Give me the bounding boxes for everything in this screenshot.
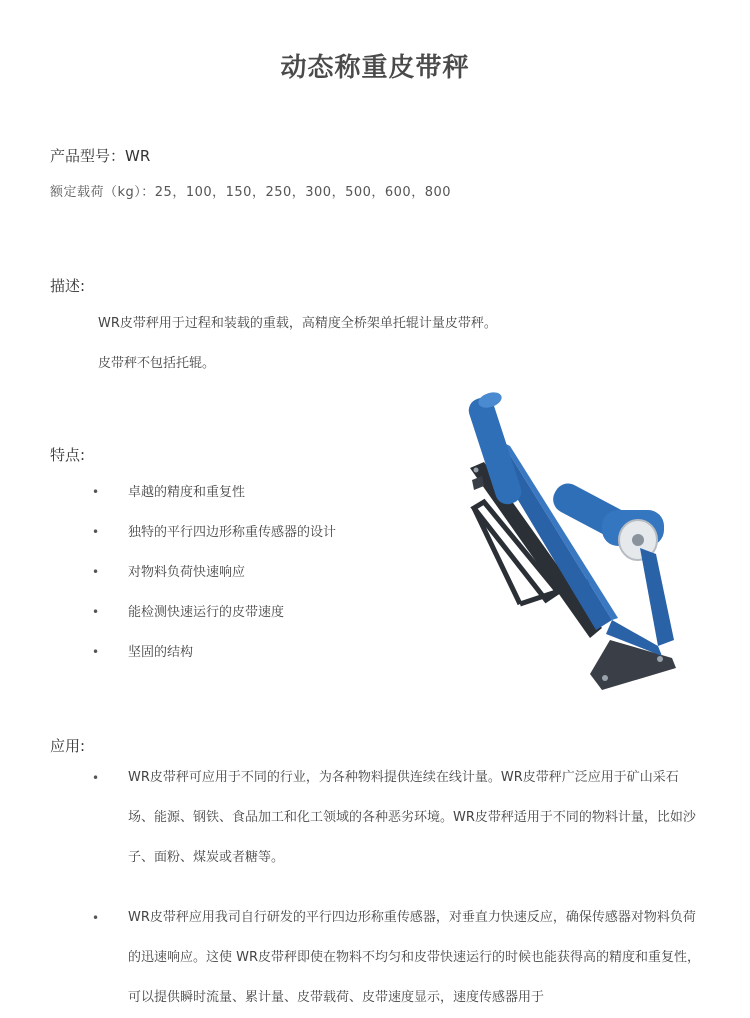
- feature-item: [92, 601, 284, 620]
- feature-item: [92, 481, 245, 500]
- bolt-hole: [474, 468, 479, 473]
- bullet-icon: •: [92, 565, 100, 579]
- bolt-hole: [602, 675, 608, 681]
- page-title: 动态称重皮带秤: [280, 53, 470, 83]
- features-heading: 特点:: [50, 446, 86, 464]
- bolt-hole: [657, 656, 663, 662]
- bullet-icon: •: [92, 485, 100, 499]
- feature-text: 独特的平行四边形称重传感器的设计: [128, 525, 337, 540]
- bullet-icon: •: [92, 605, 100, 619]
- right-support-leg: [640, 548, 674, 646]
- application-item: [92, 758, 712, 878]
- feature-text: 能检测快速运行的皮带速度: [128, 605, 285, 620]
- feature-item: [92, 521, 336, 540]
- rated-load: 额定载荷（kg）：25，100，150，250，300，500，600，800: [50, 185, 452, 200]
- model-number: 产品型号：WR: [50, 147, 151, 165]
- description-paragraph: 皮带秤不包括托辊。: [98, 356, 216, 371]
- description-paragraph: WR皮带秤用于过程和装载的重载，高精度全桥架单托辊计量皮带秤。: [98, 316, 497, 331]
- application-item: [92, 898, 712, 1018]
- inclined-roller: [466, 395, 525, 508]
- bullet-icon: •: [92, 525, 100, 539]
- application-text: WR皮带秤可应用于不同的行业，为各种物料提供连续在线计量。WR皮带秤广泛应用于矿山采石场、能源、钢铁、食品加工和化工领域的各种恶劣环境。WR皮带秤适用于不同的物料计量，比如沙子、面粉、煤炭或者糖等。: [128, 770, 696, 865]
- description-heading: 描述:: [50, 277, 86, 295]
- applications-heading: 应用:: [50, 737, 86, 755]
- frame-bracket: [472, 476, 484, 490]
- base-plate: [590, 640, 676, 690]
- feature-item: [92, 561, 245, 580]
- feature-item: [92, 641, 193, 660]
- bullet-icon: •: [92, 911, 100, 925]
- feature-text: 对物料负荷快速响应: [128, 565, 246, 580]
- bullet-icon: •: [92, 645, 100, 659]
- feature-text: 卓越的精度和重复性: [128, 485, 246, 500]
- belt-scale-product-image: [462, 390, 682, 690]
- application-text: WR皮带秤应用我司自行研发的平行四边形称重传感器，对垂直力快速反应，确保传感器对物料负荷的迅速响应。这使 WR皮带秤即使在物料不均匀和皮带快速运行的时候也能获得高的精度和重复性，可以提供瞬时流量、累计量、皮带载荷、皮带速度显示，速度传感器用于: [128, 910, 701, 1005]
- feature-text: 坚固的结构: [128, 645, 194, 660]
- bullet-icon: •: [92, 771, 100, 785]
- roller-shaft-icon: [632, 534, 644, 546]
